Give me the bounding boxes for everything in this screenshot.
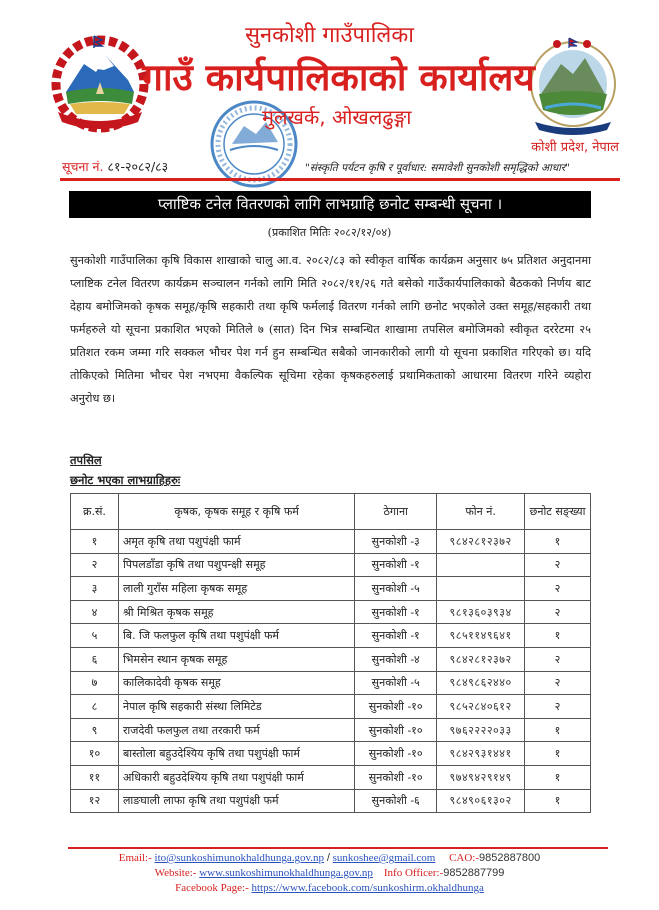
cell-serial: ४ xyxy=(71,600,119,624)
footer-facebook-line xyxy=(0,881,659,896)
beneficiaries-table xyxy=(70,493,591,813)
col-header-name: कृषक, कृषक समूह र कृषि फर्म xyxy=(118,494,354,530)
table-row xyxy=(71,600,591,624)
cell-beneficiary-name: अमृत कृषि तथा पशुपंक्षी फार्म xyxy=(118,530,354,554)
cell-beneficiary-name: भिमसेन स्थान कृषक समूह xyxy=(118,647,354,671)
table-row xyxy=(71,624,591,648)
published-date: (प्रकाशित मितिः २०८२/१२/०४) xyxy=(267,226,392,239)
cell-phone xyxy=(437,577,525,601)
footer-divider xyxy=(68,847,608,849)
cell-beneficiary-name: बास्तोला बहुउदेश्यिय कृषि तथा पशुपंक्षी फार्म xyxy=(118,742,354,766)
cell-address: सुनकोशी -५ xyxy=(355,671,437,695)
municipality-name: सुनकोशी गाउँपालिका xyxy=(245,23,414,48)
cell-phone: ९८४९०६१३०२ xyxy=(437,789,525,813)
cell-phone: ९८५११४९६४१ xyxy=(437,624,525,648)
schedule-heading: तपसिल xyxy=(70,453,102,467)
motto: "संस्कृति पर्यटन कृषि र पूर्वाधार: समावेशी सुनकोशी समृद्धिको आधार" xyxy=(305,162,570,174)
cell-beneficiary-name: पिपलडाँडा कृषि तथा पशुपन्क्षी समूह xyxy=(118,553,354,577)
info-officer-label: Info Officer:- xyxy=(383,867,444,879)
cell-phone: ९८५२८४०६१२ xyxy=(437,695,525,719)
table-row xyxy=(71,553,591,577)
cell-phone: ९८४२९३१४४१ xyxy=(437,742,525,766)
notice-body: सुनकोशी गाउँपालिका कृषि विकास शाखाको चालु आ.व. २०८२/८३ को स्वीकृत वार्षिक कार्यक्रम अनुसार ७५ प्रतिशत अनुदानमा प्लाष्टिक टनेल वितरण कार्यक्रम सञ्चालन गर्नको लागि मिति २०८२/११/२६ गते बसेको गाउँकार्यपालिकाको बैठकको निर्णय बाट देहाय बमोजिमको कृषक समूह/कृषि सहकारी तथा कृषि फर्मलाई वितरण गर्नको लागि छनोट भएकोले उक्त समूह/सहकारी तथा फर्महरुले यो सूचना प्रकाशित भएको मितिले ७ (सात) दिन भित्र सम्बन्धित शाखामा तपसिल बमोजिमको स्वीकृत दररेटमा २५ प्रतिशत रकम जम्मा गरि सक्कल भौचर पेश गर्न हुन सम्बन्धित सबैको जानकारीको लागी यो सूचना प्रकाशित गरिएको छ। यदि तोकिएको मितिमा भौचर पेश नभएमा वैकल्पिक सूचिमा रहेका कृषकहरुलाई प्रथामिकताको आधारमा वितरण गरिने व्यहोरा अनुरोध छ। xyxy=(70,254,591,405)
cell-serial: १२ xyxy=(71,789,119,813)
cell-address: सुनकोशी -१ xyxy=(355,553,437,577)
cell-phone: ९८४९८६२४४० xyxy=(437,671,525,695)
cao-label: CAO:- xyxy=(449,852,480,864)
cell-beneficiary-name: लाङघाली लाफा कृषि तथा पशुपंक्षी फर्म xyxy=(118,789,354,813)
cell-selected-count: १ xyxy=(525,765,591,789)
office-name: गाउँ कार्यपालिकाको कार्यालय xyxy=(142,56,535,99)
table-header-row xyxy=(71,494,591,530)
cell-serial: १ xyxy=(71,530,119,554)
cell-address: सुनकोशी -५ xyxy=(355,577,437,601)
website-label: Website:- xyxy=(154,867,197,879)
info-officer-phone: 9852887799 xyxy=(443,867,505,879)
cell-beneficiary-name: राजदेवी फलफुल तथा तरकारी फर्म xyxy=(118,718,354,742)
cell-phone: ९८४२८१२३७२ xyxy=(437,530,525,554)
notice-number xyxy=(62,158,168,176)
footer-website-line xyxy=(0,866,659,881)
office-location: मुलखर्क, ओखलढुङ्गा xyxy=(262,105,412,129)
cell-selected-count: २ xyxy=(525,671,591,695)
email-link-gmail[interactable]: sunkoshee@gmail.com xyxy=(332,852,436,864)
cell-selected-count: १ xyxy=(525,789,591,813)
cell-selected-count: २ xyxy=(525,695,591,719)
table-row xyxy=(71,577,591,601)
cell-beneficiary-name: नेपाल कृषि सहकारी संस्था लिमिटेड xyxy=(118,695,354,719)
cell-serial: २ xyxy=(71,553,119,577)
cell-address: सुनकोशी -१० xyxy=(355,742,437,766)
notice-title: प्लाष्टिक टनेल वितरणको लागि लाभग्राहि छनोट सम्बन्धी सूचना । xyxy=(69,191,591,218)
cell-serial: ११ xyxy=(71,765,119,789)
cell-phone: ९८४२८१२३७२ xyxy=(437,647,525,671)
table-row xyxy=(71,695,591,719)
cell-selected-count: २ xyxy=(525,577,591,601)
cell-serial: १० xyxy=(71,742,119,766)
email-label: Email:- xyxy=(118,852,152,864)
cell-phone: ९७६२२२२०३३ xyxy=(437,718,525,742)
province-name: कोशी प्रदेश, नेपाल xyxy=(531,140,619,155)
facebook-link[interactable]: https://www.facebook.com/sunkoshirm.okhaldhunga xyxy=(251,882,484,894)
cell-beneficiary-name: लाली गुराँस महिला कृषक समूह xyxy=(118,577,354,601)
cell-phone xyxy=(437,553,525,577)
cell-serial: ५ xyxy=(71,624,119,648)
header-divider xyxy=(60,178,620,181)
cell-phone: ९८१३६०३९३४ xyxy=(437,600,525,624)
email-separator: / xyxy=(326,852,330,864)
cell-selected-count: १ xyxy=(525,742,591,766)
cell-beneficiary-name: श्री मिश्रित कृषक समूह xyxy=(118,600,354,624)
selected-list-heading: छनोट भएका लाभग्राहिहरुः xyxy=(70,473,181,487)
cell-address: सुनकोशी -१० xyxy=(355,695,437,719)
cell-beneficiary-name: कालिकादेवी कृषक समूह xyxy=(118,671,354,695)
cell-selected-count: १ xyxy=(525,530,591,554)
cao-phone: 9852887800 xyxy=(479,852,541,864)
col-header-phone: फोन नं. xyxy=(437,494,525,530)
col-header-sn: क्र.सं. xyxy=(71,494,119,530)
table-row xyxy=(71,530,591,554)
notice-number-value: ८१-२०८२/८३ xyxy=(107,159,169,174)
cell-address: सुनकोशी -३ xyxy=(355,530,437,554)
col-header-count: छनोट सङ्ख्या xyxy=(525,494,591,530)
facebook-label: Facebook Page:- xyxy=(175,882,249,894)
cell-beneficiary-name: अधिकारी बहुउदेश्यिय कृषि तथा पशुपंक्षी फार्म xyxy=(118,765,354,789)
cell-serial: ७ xyxy=(71,671,119,695)
cell-address: सुनकोशी -१ xyxy=(355,600,437,624)
cell-phone: ९७४९४२९१४९ xyxy=(437,765,525,789)
cell-selected-count: १ xyxy=(525,624,591,648)
cell-address: सुनकोशी -४ xyxy=(355,647,437,671)
table-row xyxy=(71,765,591,789)
cell-serial: ६ xyxy=(71,647,119,671)
cell-address: सुनकोशी -१० xyxy=(355,718,437,742)
footer-email-line xyxy=(0,851,659,866)
notice-number-label: सूचना नं. xyxy=(62,159,104,174)
table-row xyxy=(71,671,591,695)
cell-selected-count: २ xyxy=(525,553,591,577)
cell-serial: ८ xyxy=(71,695,119,719)
cell-selected-count: २ xyxy=(525,647,591,671)
cell-serial: ९ xyxy=(71,718,119,742)
cell-selected-count: २ xyxy=(525,600,591,624)
cell-beneficiary-name: बि. जि फलफुल कृषि तथा पशुपंक्षी फर्म xyxy=(118,624,354,648)
cell-address: सुनकोशी -१ xyxy=(355,624,437,648)
cell-selected-count: १ xyxy=(525,718,591,742)
website-link[interactable]: www.sunkoshimunokhaldhunga.gov.np xyxy=(199,867,373,879)
table-row xyxy=(71,742,591,766)
cell-serial: ३ xyxy=(71,577,119,601)
col-header-address: ठेगाना xyxy=(355,494,437,530)
email-link-office[interactable]: ito@sunkoshimunokhaldhunga.gov.np xyxy=(154,852,325,864)
table-row xyxy=(71,647,591,671)
table-row xyxy=(71,718,591,742)
cell-address: सुनकोशी -६ xyxy=(355,789,437,813)
cell-address: सुनकोशी -१० xyxy=(355,765,437,789)
table-row xyxy=(71,789,591,813)
